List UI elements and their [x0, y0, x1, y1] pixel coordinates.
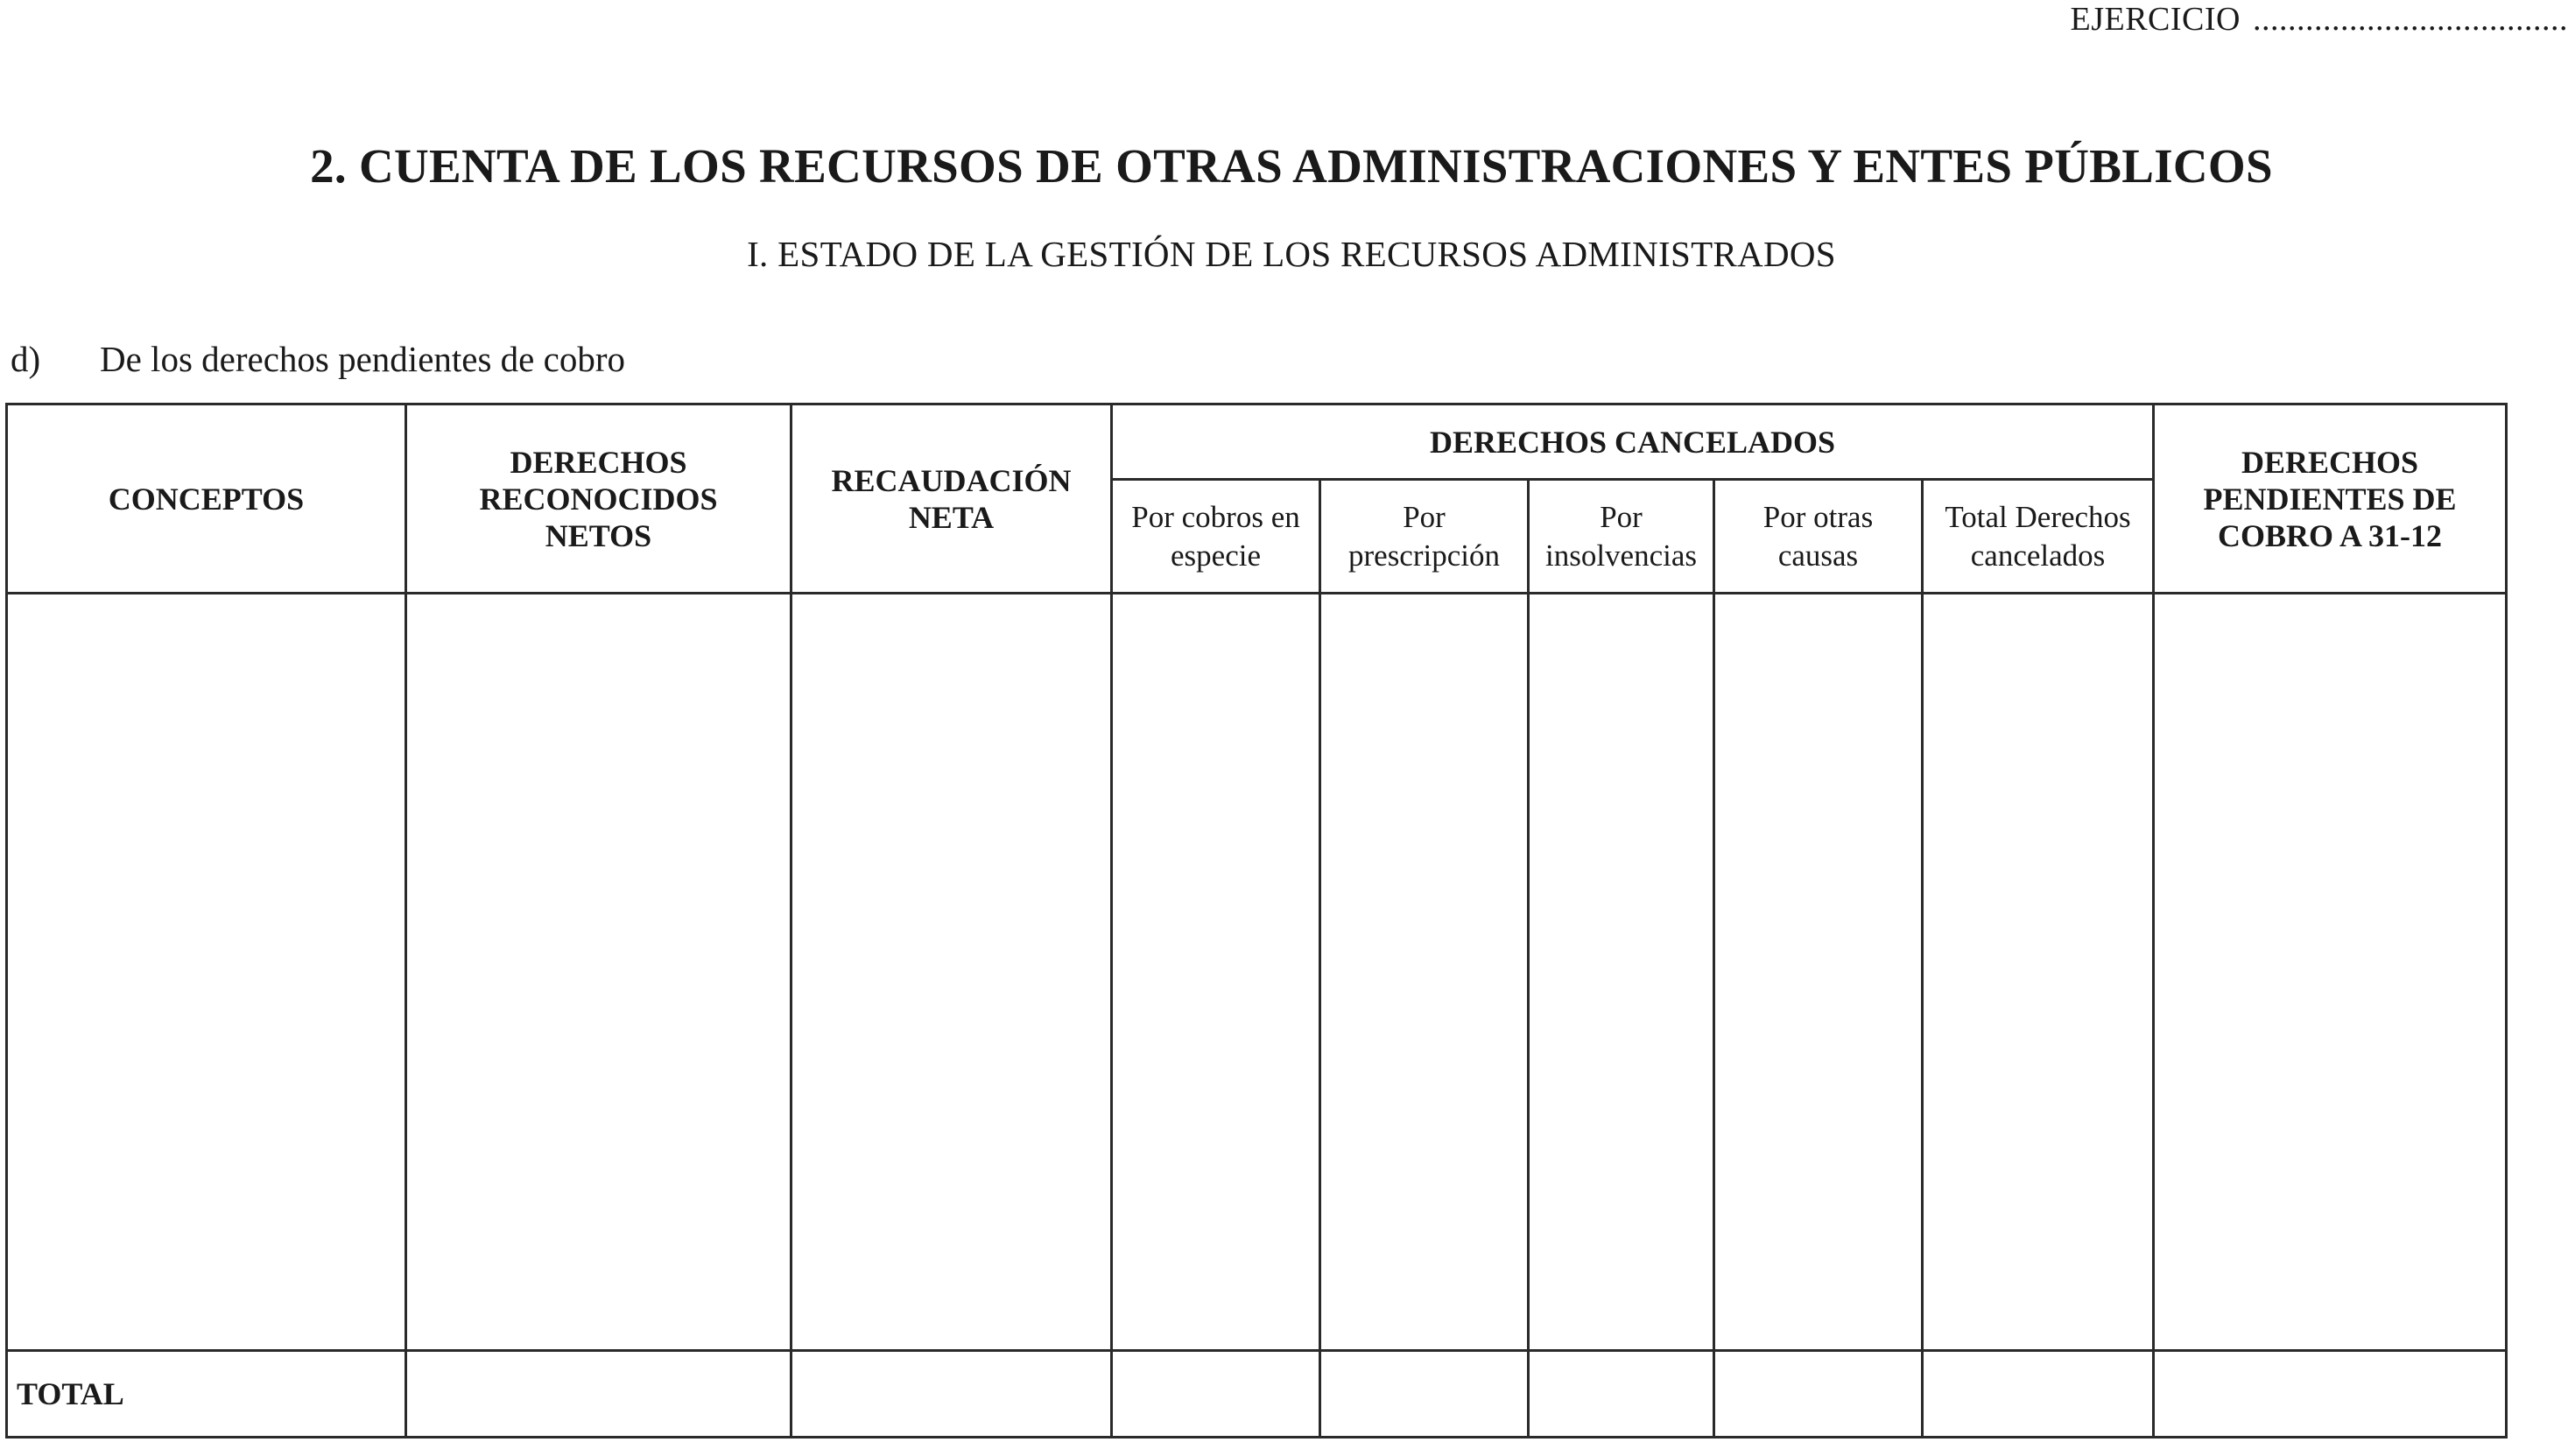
cell-insolvencias	[1529, 594, 1714, 1351]
col-header-total-cancelados: Total Derechos cancelados	[1923, 480, 2154, 594]
col-header-insolvencias: Por insolvencias	[1529, 480, 1714, 594]
total-insolvencias	[1529, 1351, 1714, 1438]
cell-total-cancelados	[1923, 594, 2154, 1351]
total-pendientes	[2154, 1351, 2507, 1438]
col-header-pendientes: DERECHOS PENDIENTES DE COBRO A 31-12	[2154, 404, 2507, 594]
total-otras-causas	[1714, 1351, 1923, 1438]
col-header-recaudacion: RECAUDACIÓN NETA	[792, 404, 1112, 594]
section-letter: d)	[11, 339, 41, 379]
total-total-cancelados	[1923, 1351, 2154, 1438]
total-prescripcion	[1320, 1351, 1529, 1438]
cell-cobros-especie	[1112, 594, 1320, 1351]
total-recaudacion	[792, 1351, 1112, 1438]
col-header-conceptos: CONCEPTOS	[7, 404, 406, 594]
col-header-prescripcion: Por prescripción	[1320, 480, 1529, 594]
cell-recaudacion	[792, 594, 1112, 1351]
total-row	[7, 1351, 2507, 1438]
cell-conceptos	[7, 594, 406, 1351]
total-derechos-reconocidos	[406, 1351, 792, 1438]
cell-otras-causas	[1714, 594, 1923, 1351]
cell-derechos-reconocidos	[406, 594, 792, 1351]
col-header-cobros-especie: Por cobros en especie	[1112, 480, 1320, 594]
cell-prescripcion	[1320, 594, 1529, 1351]
col-header-derechos-reconocidos: DERECHOS RECONOCIDOS NETOS	[406, 404, 792, 594]
ejercicio-dots: ....................................	[2253, 1, 2568, 38]
table-body-row	[7, 594, 2507, 1351]
col-header-derechos-cancelados: DERECHOS CANCELADOS	[1112, 404, 2154, 480]
section-text: De los derechos pendientes de cobro	[100, 339, 625, 379]
page-subtitle: I. ESTADO DE LA GESTIÓN DE LOS RECURSOS ADMINISTRADOS	[747, 234, 1836, 274]
total-label: TOTAL	[7, 1351, 406, 1438]
ejercicio-field	[2071, 0, 2568, 39]
total-cobros-especie	[1112, 1351, 1320, 1438]
rights-table	[5, 403, 2508, 1438]
ejercicio-label: EJERCICIO	[2070, 1, 2241, 38]
section-heading	[11, 338, 625, 380]
cell-pendientes	[2154, 594, 2507, 1351]
col-header-otras-causas: Por otras causas	[1714, 480, 1923, 594]
page-title: 2. CUENTA DE LOS RECURSOS DE OTRAS ADMINISTRACIONES Y ENTES PÚBLICOS	[310, 139, 2273, 193]
